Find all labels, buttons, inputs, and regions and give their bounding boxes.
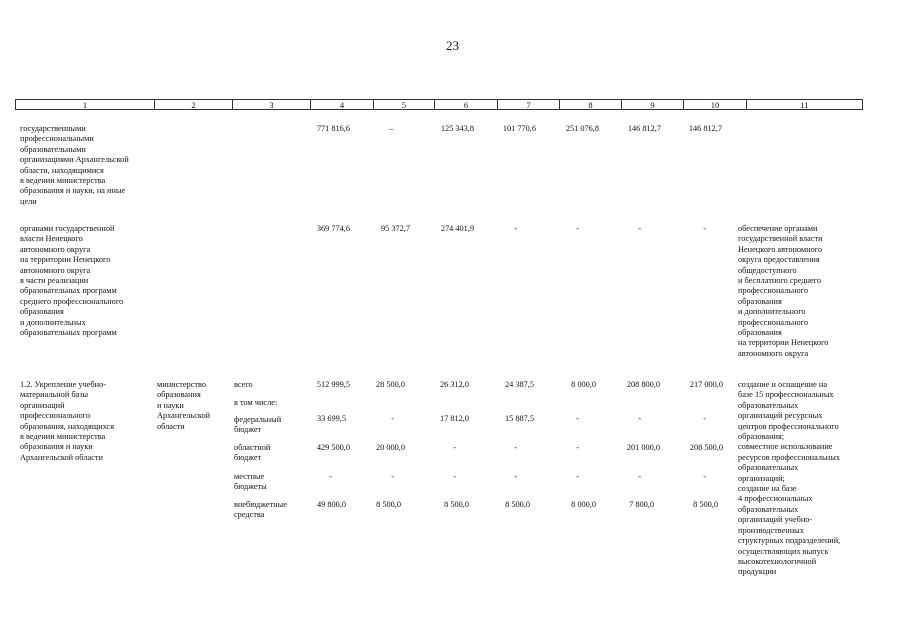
block1-value-col7: 101 770,6 [502,124,536,133]
header-col-2: 2 [155,100,233,109]
total-value-col5: 28 500,0 [375,380,405,389]
header-col-10: 10 [684,100,747,109]
federal-value-col9: - [638,414,641,423]
local-value-col4: - [329,472,332,481]
block2-value-col4: 369 774,6 [316,224,350,233]
total-value-col9: 208 800,0 [626,380,660,389]
total-value-col4: 512 999,5 [316,380,350,389]
federal-value-col4: 33 699,5 [316,414,346,423]
regional-value-col7: - [514,443,517,452]
local-value-col5: - [391,472,394,481]
local-value-col8: - [576,472,579,481]
block2-value-col5: 95 372,7 [380,224,410,233]
extrabudget-value-col8: 8 000,0 [571,500,596,509]
header-col-6: 6 [435,100,498,109]
regional-value-col9: 201 000,0 [626,443,660,452]
header-col-8: 8 [560,100,622,109]
total-value-col8: 8 000,0 [571,380,596,389]
block2-value-col9: - [638,224,641,233]
block3-executor: министерство образования и науки Архангельской области [157,380,211,431]
local-value-col7: - [514,472,517,481]
total-value-col7: 24 387,5 [504,380,534,389]
extrabudget-value-col4: 49 800,0 [316,500,346,509]
page-number: 23 [446,38,459,53]
block2-result: обеспечение органами государственной власти Ненецкого автономного округа предоставления общедоступного и бесплатного среднего профессионального образования и дополнительного профессионального образования на территории Ненецкого автономного округа [738,224,829,358]
funding-label-extrabudget: внебюджетные средства [234,500,287,520]
block2-description: органами государственной власти Ненецкого автономного округа на территории Ненецкого автономного округа в части реализации образовательных программ среднего профессионального образования и дополнительных образовательных программ [20,224,124,338]
header-col-9: 9 [622,100,684,109]
header-col-4: 4 [311,100,374,109]
local-value-col6: - [453,472,456,481]
block1-value-col9: 146 812,7 [627,124,661,133]
block1-value-col6: 125 343,8 [440,124,474,133]
table-header-row [15,99,863,110]
funding-label-local: местные бюджеты [234,472,267,492]
extrabudget-value-col5: 8 500,0 [376,500,401,509]
block3-result: создание и оснащение на базе 15 профессиональных образовательных организаций ресурсных центров профессионального образования; совместное использование ресурсов профессиональных образовательных организаций; создание на базе 4 профессиональных образовательных организаций учебно- производственных структурных подразделений, осуществляющих выпуск высокотехнологичной продукции [738,380,841,577]
block3-description: 1.2. Укрепление учебно- материальной базы организаций профессионального образования, находящихся в ведении министерства образования и науки Архангельской области [20,380,115,462]
extrabudget-value-col6: 8 500,0 [444,500,469,509]
block2-value-col6: 274 401,9 [440,224,474,233]
header-col-1: 1 [16,100,155,109]
header-col-3: 3 [233,100,311,109]
regional-value-col6: - [453,443,456,452]
block1-value-col10: 146 812,7 [688,124,722,133]
federal-value-col5: - [391,414,394,423]
regional-value-col10: 208 500,0 [689,443,723,452]
local-value-col9: - [638,472,641,481]
regional-value-col5: 20 000,0 [375,443,405,452]
regional-value-col4: 429 500,0 [316,443,350,452]
funding-label-regional: областной бюджет [234,443,271,463]
local-value-col10: - [703,472,706,481]
block1-value-col8: 251 076,8 [565,124,599,133]
funding-label-total: всего [234,380,253,389]
header-col-11: 11 [800,100,809,110]
block1-value-col5: – [388,124,393,133]
federal-value-col6: 17 812,0 [439,414,469,423]
total-value-col10: 217 000,0 [689,380,723,389]
block2-value-col8: - [576,224,579,233]
federal-value-col10: - [703,414,706,423]
extrabudget-value-col9: 7 800,0 [629,500,654,509]
block2-value-col10: - [703,224,706,233]
header-col-7: 7 [498,100,560,109]
total-value-col6: 26 312,0 [439,380,469,389]
federal-value-col8: - [576,414,579,423]
block2-value-col7: - [514,224,517,233]
funding-label-including: в том числе: [234,398,278,407]
funding-label-federal: федеральный бюджет [234,415,282,435]
header-col-5: 5 [374,100,435,109]
federal-value-col7: 15 887,5 [504,414,534,423]
regional-value-col8: - [576,443,579,452]
extrabudget-value-col10: 8 500,0 [693,500,718,509]
block1-description: государственными профессиональными образовательными организациями Архангельской области, находящимися в ведении министерства образования и науки, на иные цели [20,124,129,206]
block1-value-col4: 771 816,6 [316,124,350,133]
extrabudget-value-col7: 8 500,0 [505,500,530,509]
